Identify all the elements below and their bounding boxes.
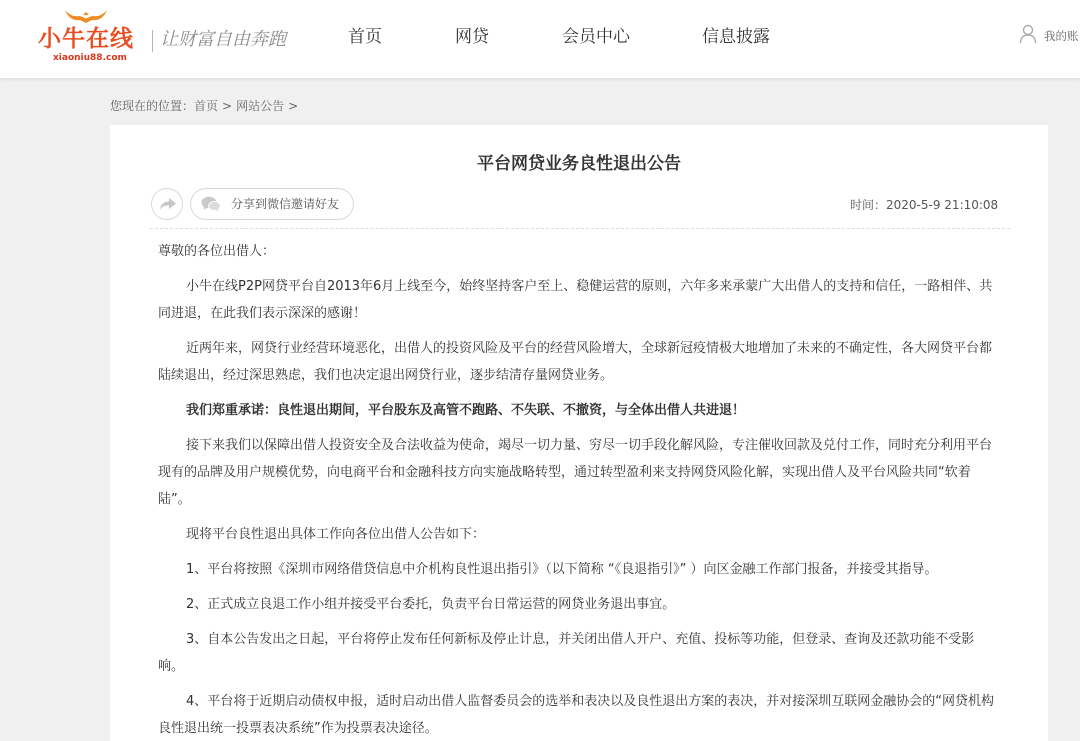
account-link[interactable] [1016, 22, 1080, 50]
breadcrumb [110, 98, 302, 114]
brand-name: 小牛在线 [38, 26, 134, 52]
bull-horns-icon [64, 9, 108, 25]
wechat-share-label: 分享到微信邀请好友 [231, 197, 340, 211]
breadcrumb-notice-link[interactable]: 网站公告 [236, 99, 285, 113]
brand-domain: xiaoniu88.com [53, 53, 127, 63]
article-list-item: 4、平台将于近期启动债权申报，适时启动出借人监督委员会的选举和表决以及良性退出方案的表决，并对接深圳互联网金融协会的“网贷机构良性退出统一投票表决系统”作为投票表决途径。 [158, 694, 995, 736]
article-list-item: 2、正式成立良退工作小组并接受平台委托，负责平台日常运营的网贷业务退出事宜。 [186, 597, 676, 612]
article-paragraph: 近两年来，网贷行业经营环境恶化，出借人的投资风险及平台的经营风险增大，全球新冠疫情极大地增加了未来的不确定性，各大网贷平台都陆续退出，经过深思熟虑，我们也决定退出网贷行业，逐步结清存量网贷业务。 [158, 341, 993, 383]
article-paragraph: 小牛在线P2P网贷平台自2013年6月上线至今，始终坚持客户至上、稳健运营的原则，六年多来承蒙广大出借人的支持和信任，一路相伴、共同进退，在此我们表示深深的感谢！ [158, 279, 993, 321]
account-label: 我的账 [1044, 29, 1079, 43]
publish-time [850, 197, 998, 213]
publish-time-value: 2020-5-9 21:10:08 [886, 198, 999, 212]
breadcrumb-separator: > [288, 99, 299, 113]
site-logo[interactable] [36, 6, 144, 68]
publish-time-label: 时间： [850, 198, 887, 212]
article-list-item: 3、自本公告发出之日起，平台将停止发布任何新标及停止计息，并关闭出借人开户、充值、投标等功能，但登录、查询及还款功能不受影响。 [158, 632, 975, 674]
wechat-share-button[interactable] [190, 188, 354, 220]
nav-disclosure[interactable]: 信息披露 [702, 27, 770, 47]
dashed-divider [150, 228, 1010, 229]
article-greeting: 尊敬的各位出借人： [158, 244, 276, 259]
wechat-icon [201, 196, 221, 212]
article-paragraph: 现将平台良性退出具体工作向各位出借人公告如下： [186, 527, 486, 542]
site-slogan: 让财富自由奔跑 [160, 29, 286, 50]
user-icon [1019, 24, 1037, 44]
share-arrow-icon [159, 197, 177, 211]
nav-member-center[interactable]: 会员中心 [562, 27, 630, 47]
article-card [110, 125, 1048, 741]
breadcrumb-home-link[interactable]: 首页 [194, 99, 219, 113]
article-body [158, 238, 1000, 741]
breadcrumb-prefix: 您现在的位置： [110, 99, 195, 113]
logo-divider [152, 30, 153, 52]
nav-home[interactable]: 首页 [348, 27, 382, 47]
nav-loans[interactable]: 网贷 [455, 27, 489, 47]
article-paragraph: 接下来我们以保障出借人投资安全及合法收益为使命，竭尽一切力量、穷尽一切手段化解风险，专注催收回款及兑付工作，同时充分利用平台现有的品牌及用户规模优势，向电商平台和金融科技方向实施战略转型，通过转型盈利来支持网贷风险化解，实现出借人及平台风险共同“软着陆”。 [158, 438, 993, 507]
article-title: 平台网贷业务良性退出公告 [477, 154, 681, 174]
article-list-item: 1、平台将按照《深圳市网络借贷信息中介机构良性退出指引》（以下简称 “《良退指引》” ）向区金融工作部门报备，并接受其指导。 [186, 562, 938, 577]
breadcrumb-separator: > [222, 99, 233, 113]
site-header [0, 0, 1080, 79]
article-pledge-paragraph: 我们郑重承诺：良性退出期间，平台股东及高管不跑路、不失联、不撤资，与全体出借人共进退！ [186, 403, 746, 418]
share-button[interactable] [151, 188, 183, 220]
